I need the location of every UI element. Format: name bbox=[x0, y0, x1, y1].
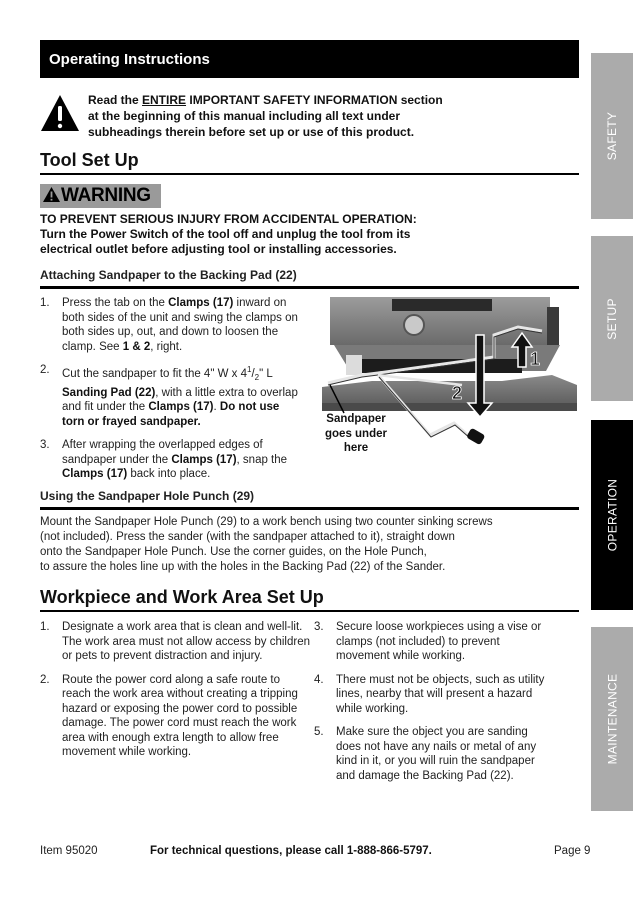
list-item bbox=[40, 296, 298, 354]
warning-badge bbox=[40, 184, 161, 208]
part-ref: Clamps (17) bbox=[171, 453, 237, 466]
svg-text:2: 2 bbox=[452, 383, 463, 403]
step-text: Secure loose workpieces using a vise or clamps (not included) to prevent movement while working. bbox=[336, 621, 542, 662]
note-emphasis: ENTIRE bbox=[142, 93, 187, 107]
step-text: Route the power cord along a safe route to reach the work area without creating a tripping hazard or exposing the power cord to possible damage. The power cord must reach the work area with enough extra length to allow free movement while working. bbox=[62, 673, 298, 758]
figure-ref: 1 & 2 bbox=[122, 340, 151, 353]
item-number: Item 95020 bbox=[40, 845, 98, 857]
fraction-slash: / bbox=[251, 367, 255, 380]
part-ref: Clamps (17) bbox=[168, 297, 234, 309]
support-phone: For technical questions, please call 1-888-866-5797. bbox=[150, 845, 432, 857]
step-text: , snap the bbox=[236, 453, 288, 466]
caption-line: Sandpaper bbox=[326, 413, 386, 425]
caption-line: here bbox=[343, 442, 369, 454]
part-ref: Clamps (17) bbox=[62, 468, 128, 481]
tab-safety[interactable] bbox=[591, 53, 633, 219]
tab-maintenance[interactable] bbox=[591, 627, 633, 811]
paragraph-line: Mount the Sandpaper Hole Punch (29) to a work bench using two counter sinking screws bbox=[40, 516, 493, 528]
safety-note bbox=[40, 92, 560, 142]
warning-line: Turn the Power Switch of the tool off and unplug the tool from its bbox=[40, 227, 411, 241]
list-item bbox=[40, 620, 310, 664]
tab-operation[interactable] bbox=[591, 420, 633, 610]
step-number: 2. bbox=[40, 364, 50, 376]
part-ref: Clamps (17) bbox=[148, 401, 214, 414]
tab-setup[interactable] bbox=[591, 236, 633, 401]
fraction-den: 2 bbox=[254, 373, 260, 383]
heading-workpiece: Workpiece and Work Area Set Up bbox=[40, 587, 324, 607]
caution-text: Do not use torn or frayed sandpaper. bbox=[62, 401, 280, 428]
step-text: Press the tab on the bbox=[62, 297, 169, 309]
step-text: There must not be objects, such as utility lines, nearby that will present a hazard while working. bbox=[336, 673, 545, 715]
clamp-photo bbox=[322, 295, 580, 480]
step-text: inward on both sides of the unit and swing the clamps on both sides up, out, and down to loosen the clamp. See bbox=[62, 297, 298, 353]
list-item bbox=[40, 363, 298, 429]
warning-text bbox=[40, 212, 580, 257]
tab-label: MAINTENANCE bbox=[605, 673, 620, 765]
part-ref: Sanding Pad (22) bbox=[62, 386, 156, 399]
warning-line: TO PREVENT SERIOUS INJURY FROM ACCIDENTAL OPERATION: bbox=[40, 212, 417, 226]
fraction-num: 1 bbox=[247, 365, 252, 374]
tab-label: SETUP bbox=[604, 297, 619, 340]
list-item bbox=[314, 725, 554, 783]
step-text: back into place. bbox=[127, 468, 211, 481]
step-number: 2. bbox=[40, 673, 50, 686]
step-text: , with a little extra to overlap and fit under the bbox=[62, 386, 298, 414]
divider bbox=[40, 507, 579, 510]
note-text: IMPORTANT SAFETY INFORMATION section bbox=[186, 93, 443, 107]
heading-hole-punch: Using the Sandpaper Hole Punch (29) bbox=[40, 489, 255, 503]
caption-line: goes under bbox=[325, 427, 387, 440]
photo-caption bbox=[316, 412, 396, 456]
step-text: After wrapping the overlapped edges of sandpaper under the bbox=[62, 439, 263, 466]
hole-punch-paragraph bbox=[40, 515, 580, 575]
paragraph-line: to assure the holes line up with the holes in the Backing Pad (22) of the Sander. bbox=[40, 561, 446, 573]
step-text: , right. bbox=[150, 340, 183, 353]
list-item bbox=[314, 673, 554, 717]
warning-line: electrical outlet before adjusting tool or installing accessories. bbox=[40, 242, 397, 256]
note-line: at the beginning of this manual including all text under bbox=[88, 109, 401, 123]
warning-triangle-icon bbox=[40, 94, 80, 132]
list-item bbox=[40, 673, 310, 760]
attach-steps bbox=[40, 296, 298, 491]
paragraph-line: onto the Sandpaper Hole Punch. Use the corner guides, on the Hole Punch, bbox=[40, 546, 427, 558]
section-title: Operating Instructions bbox=[49, 51, 210, 68]
workpiece-steps-right bbox=[314, 620, 554, 792]
step-text: " L bbox=[259, 367, 273, 380]
warning-label: WARNING bbox=[61, 185, 151, 206]
paragraph-line: (not included). Press the sander (with the sandpaper attached to it), straight down bbox=[40, 531, 455, 543]
svg-text:1: 1 bbox=[530, 349, 541, 369]
step-text: Designate a work area that is clean and well-lit. The work area must not allow access by children or pets to prevent distraction and injury. bbox=[62, 621, 310, 662]
list-item bbox=[314, 620, 554, 664]
step-number: 1. bbox=[40, 297, 50, 309]
step-number: 3. bbox=[314, 621, 324, 633]
step-number: 3. bbox=[40, 439, 50, 452]
note-line: subheadings therein before set up or use of this product. bbox=[88, 125, 415, 139]
workpiece-steps-left bbox=[40, 620, 310, 769]
note-text: Read the bbox=[88, 93, 143, 107]
warning-small-icon bbox=[43, 187, 60, 202]
step-number: 5. bbox=[314, 726, 324, 738]
tab-label: OPERATION bbox=[605, 478, 619, 552]
heading-tool-setup: Tool Set Up bbox=[40, 150, 139, 170]
heading-attach-sandpaper: Attaching Sandpaper to the Backing Pad (22) bbox=[40, 268, 297, 282]
list-item bbox=[40, 438, 298, 482]
step-text: Cut the sandpaper to fit the 4" W x 4 bbox=[62, 367, 247, 380]
page-number: Page 9 bbox=[554, 845, 591, 857]
divider bbox=[40, 610, 579, 612]
section-header bbox=[40, 40, 579, 78]
step-text: Make sure the object you are sanding does not have any nails or metal of any kind in it, or you will ruin the sandpaper and damage the Backing Pad (22). bbox=[336, 726, 537, 782]
step-text: . bbox=[213, 401, 220, 414]
step-number: 4. bbox=[314, 673, 324, 686]
tab-label: SAFETY bbox=[605, 111, 620, 161]
divider bbox=[40, 173, 579, 175]
step-number: 1. bbox=[40, 621, 50, 633]
divider bbox=[40, 286, 579, 289]
